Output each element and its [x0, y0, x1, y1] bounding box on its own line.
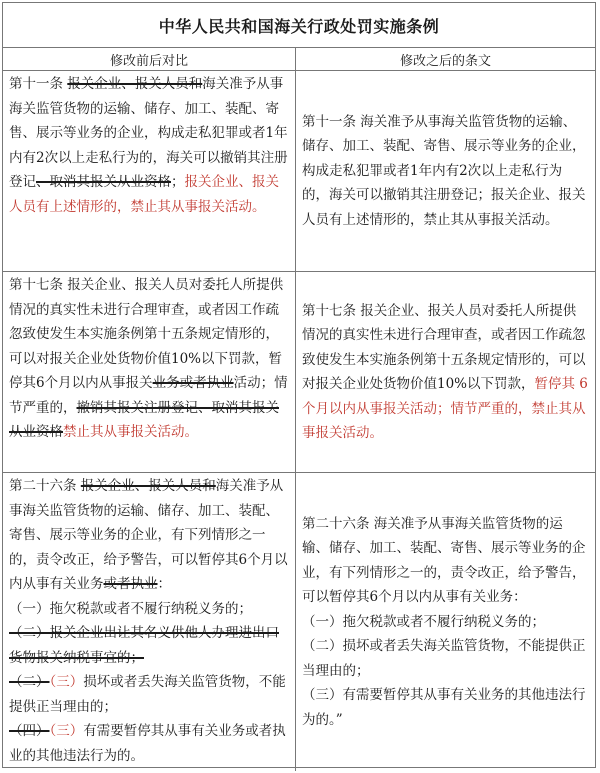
before-article-17: [3, 272, 296, 472]
text-plain: 第十七条 报关企业、报关人员对委托人所提供情况的真实性未进行合理审查，或者因工作疏忽致使发生本实施条例第十五条规定情形的，可以对报关企业处货物价值10%以下罚款，暂停其6个月以内从事报关: [9, 277, 284, 391]
deleted-text: 撤销其报关注册登记、取消其报关从业资格: [9, 399, 279, 440]
after-article-26: [296, 473, 595, 771]
text-plain: ：: [157, 576, 171, 592]
item-1: （一）拖欠税款或者不履行纳税义务的；: [302, 613, 545, 630]
item-1: （一）拖欠税款或者不履行纳税义务的；: [9, 600, 252, 617]
deleted-number: （二）: [9, 674, 50, 690]
added-number: （三）: [49, 674, 84, 690]
table-title: 中华人民共和国海关行政处罚实施条例: [3, 3, 595, 48]
deleted-text: 报关企业、报关人员和: [80, 478, 216, 494]
after-article-11: [296, 71, 595, 271]
deleted-text: 报关企业、报关人员和: [67, 76, 203, 92]
table-row-article-26: [3, 473, 595, 771]
after-article-17: [296, 272, 595, 472]
paragraph: 第二十六条 海关准予从事海关监管货物的运输、储存、加工、装配、寄售、展示等业务的企业，有下列情形之一的，责令改正，给予警告，可以暂停其6个月以内从事有关业务：: [302, 515, 586, 606]
table-header: [3, 48, 595, 71]
before-article-26: [3, 473, 296, 771]
text-plain: 第十一条: [9, 76, 68, 92]
text-plain: ；: [171, 174, 185, 190]
comparison-table: [2, 2, 596, 768]
before-article-11: [3, 71, 296, 271]
item-3: （三）有需要暂停其从事有关业务的其他违法行为的。”: [302, 687, 586, 728]
text-plain: 海关准予从事海关监管货物的运输、储存、加工、装配、寄售、展示等业务的企业，构成走私犯罪或者1年内有2次以上走私行为的，海关可以撤销其注册登记: [9, 76, 288, 190]
deleted-text: 业务或者执业: [152, 375, 234, 391]
text-plain: 第十七条 报关企业、报关人员对委托人所提供情况的真实性未进行合理审查，或者因工作疏忽致使发生本实施条例第十五条规定情形的，可以对报关企业处货物价值10%以下罚款，: [302, 302, 586, 392]
added-text: 禁止其从事报关活动。: [63, 424, 198, 440]
table-row-article-11: [3, 71, 595, 272]
item-2: （二）损坏或者丢失海关监管货物，不能提供正当理由的；: [302, 638, 586, 679]
text-plain: 第二十六条: [9, 478, 81, 494]
text-plain: 损坏或者丢失海关监管货物，不能提供正当理由的；: [9, 674, 286, 715]
deleted-text: 或者执业: [103, 576, 158, 592]
text-plain: 活动；情节严重的，: [9, 375, 288, 416]
added-text: 报关企业、报关人员有上述情形的，禁止其从事报关活动。: [9, 174, 279, 215]
added-text: 暂停其 6 个月以内从事报关活动；情节严重的，禁止其从事报关活动。: [302, 376, 588, 441]
text-plain: 有需要暂停其从事有关业务或者执业的其他违法行为的。: [9, 723, 286, 764]
deleted-text: 、取消其报关从业资格: [36, 174, 171, 190]
text-plain: 海关准予从事海关监管货物的运输、储存、加工、装配、寄售、展示等业务的企业，有下列情形之一的，责令改正，给予警告，可以暂停其6个月以内从事有关业务: [9, 478, 288, 592]
header-before: 修改前后对比: [3, 48, 296, 70]
header-after: 修改之后的条文: [399, 53, 491, 69]
deleted-number: （四）: [9, 723, 50, 739]
text-plain: 第十一条 海关准予从事海关监管货物的运输、储存、加工、装配、寄售、展示等业务的企业，构成走私犯罪或者1年内有2次以上走私行为的，海关可以撤销其注册登记；报关企业、报关人员有上述情形的，禁止其从事报关活动。: [302, 113, 586, 228]
deleted-item-2: （二）报关企业出让其名义供他人办理进出口货物报关纳税事宜的；: [9, 625, 279, 666]
added-number: （三）: [49, 723, 84, 739]
table-row-article-17: [3, 272, 595, 473]
